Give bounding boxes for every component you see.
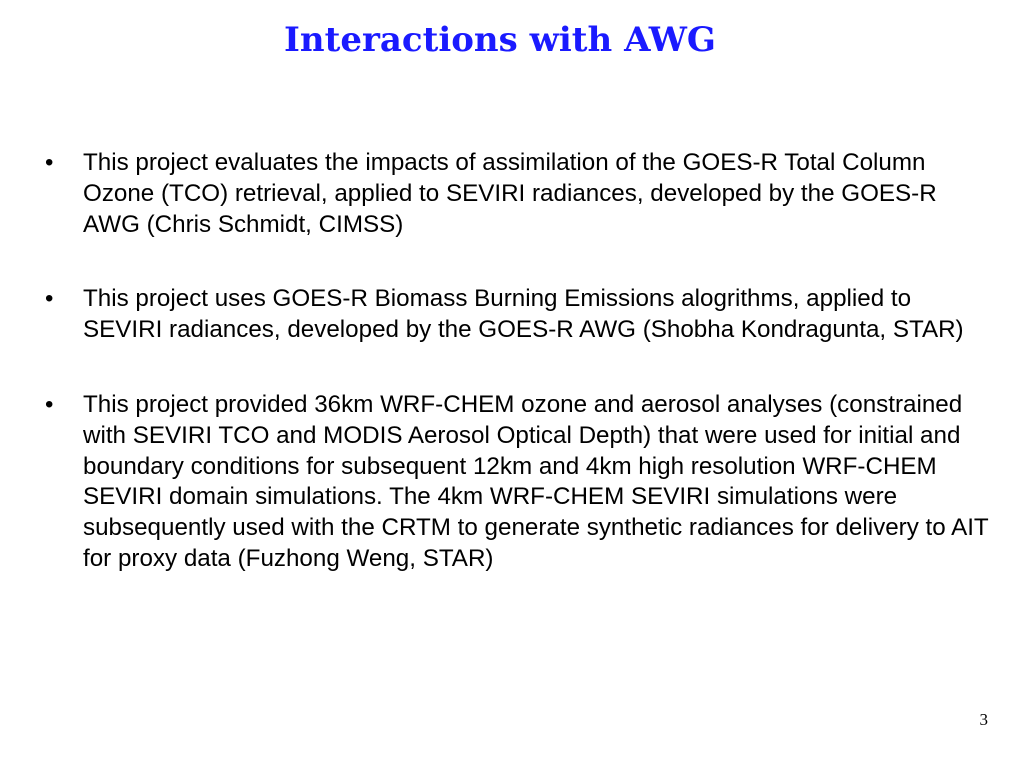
bullet-dot-icon: • bbox=[45, 149, 54, 176]
bullet-text: This project provided 36km WRF-CHEM ozone and aerosol analyses (constrained with SEVIRI TCO and MODIS Aerosol Optical Depth) that were used for initial and boundary conditions for subsequent 12km and 4km high resolution WRF-CHEM SEVIRI domain simulations. The 4km WRF-CHEM SEVIRI simulations were subsequently used with the CRTM to generate synthetic radiances for delivery to AIT for proxy data (Fuzhong Weng, STAR) bbox=[83, 390, 989, 572]
bullet-item bbox=[40, 148, 990, 240]
bullet-text: This project evaluates the impacts of assimilation of the GOES-R Total Column Ozone (TCO) retrieval, applied to SEVIRI radiances, developed by the GOES-R AWG (Chris Schmidt, CIMSS) bbox=[83, 149, 937, 238]
bullet-list bbox=[40, 148, 990, 575]
bullet-dot-icon: • bbox=[45, 285, 54, 313]
slide-title: Interactions with AWG bbox=[284, 20, 716, 60]
bullet-item bbox=[40, 390, 990, 575]
bullet-text: This project uses GOES-R Biomass Burning Emissions alogrithms, applied to SEVIRI radiances, developed by the GOES-R AWG (Shobha Kondragunta, STAR) bbox=[83, 285, 964, 344]
bullet-dot-icon: • bbox=[45, 390, 54, 418]
bullet-item bbox=[40, 284, 990, 346]
page-number: 3 bbox=[979, 710, 988, 729]
